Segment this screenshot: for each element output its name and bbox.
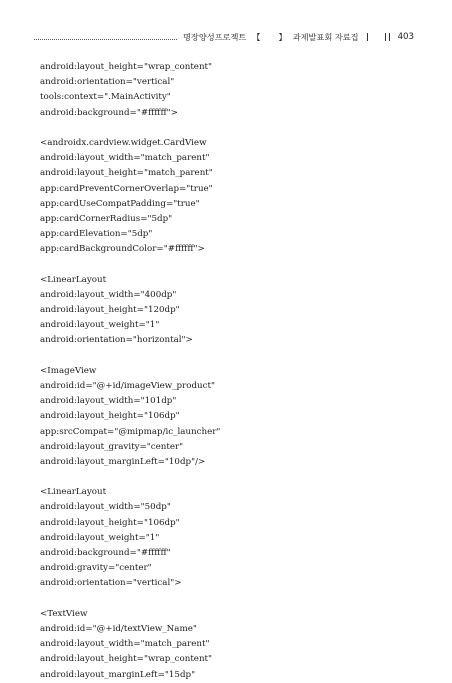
code-line: android:id="@+id/imageView_product" <box>40 380 216 391</box>
code-line: android:layout_width="match_parent" <box>40 639 210 650</box>
code-line: android:layout_width="match_parent" <box>40 153 210 164</box>
header-subtitle: 과제발표회 자료집 <box>292 31 359 42</box>
code-line: android:background="#ffffff" <box>40 548 171 558</box>
header-double-separator <box>385 33 390 41</box>
code-line: android:layout_height="106dp" <box>40 517 180 528</box>
header-title: 명장양성프로젝트 <box>183 31 247 42</box>
code-line: android:layout_weight="1" <box>40 532 160 543</box>
blank-line <box>40 121 422 136</box>
code-line: android:layout_gravity="center" <box>40 441 184 452</box>
code-line: android:layout_width="101dp" <box>40 396 177 407</box>
code-line: android:layout_height="match_parent" <box>40 168 213 179</box>
code-line: app:cardBackgroundColor="#ffffff"> <box>40 244 205 255</box>
header-separator <box>367 33 368 41</box>
code-line: android:orientation="vertical"> <box>40 578 182 589</box>
blank-line <box>40 349 422 364</box>
code-line: android:layout_height="106dp" <box>40 411 180 422</box>
code-line: android:gravity="center" <box>40 563 152 574</box>
code-line: app:cardCornerRadius="5dp" <box>40 213 173 224</box>
code-line: <LinearLayout <box>40 487 107 498</box>
code-line: app:cardPreventCornerOverlap="true" <box>40 183 213 194</box>
code-line: android:layout_height="wrap_content" <box>40 654 213 665</box>
code-listing <box>40 60 422 683</box>
code-line: <androidx.cardview.widget.CardView <box>40 137 207 148</box>
code-line: app:cardElevation="5dp" <box>40 229 153 240</box>
code-line: android:layout_width="400dp" <box>40 289 177 300</box>
header-bracket-close: 】 <box>278 31 287 42</box>
code-line: <ImageView <box>40 365 97 376</box>
header-bracket-open: 【 <box>252 31 261 42</box>
code-line: android:layout_marginLeft="15dp" <box>40 669 196 680</box>
code-line: android:background="#ffffff"> <box>40 107 178 118</box>
code-line: app:srcCompat="@mipmap/ic_launcher" <box>40 426 221 437</box>
code-line: <TextView <box>40 608 88 619</box>
code-line: <LinearLayout <box>40 274 107 285</box>
code-line: android:layout_height="120dp" <box>40 305 180 315</box>
header-dotted-rule <box>34 39 177 40</box>
blank-line <box>40 257 422 272</box>
blank-line <box>40 470 422 485</box>
code-line: android:orientation="vertical" <box>40 77 175 88</box>
code-line: android:id="@+id/textView_Name" <box>40 623 197 634</box>
page-header <box>34 30 414 44</box>
blank-line <box>40 592 422 607</box>
code-line: android:layout_weight="1" <box>40 320 160 331</box>
code-line: android:layout_height="wrap_content" <box>40 62 213 72</box>
code-line: android:layout_marginLeft="10dp"/> <box>40 456 206 467</box>
code-line: app:cardUseCompatPadding="true" <box>40 198 200 209</box>
code-line: android:layout_width="50dp" <box>40 502 171 513</box>
page-number: 403 <box>397 32 414 42</box>
code-line: android:orientation="horizontal"> <box>40 335 193 346</box>
code-line: tools:context=".MainActivity" <box>40 92 171 103</box>
